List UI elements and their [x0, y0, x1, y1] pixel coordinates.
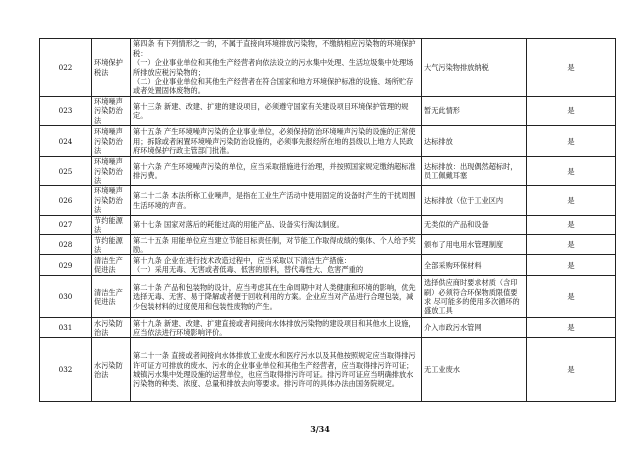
clause-paragraph: 第十三条 新建、改建、扩建的建设项目，必须遵守国家有关建设项目环境保护管理的规定。 — [133, 101, 409, 121]
compliance-flag: 是 — [527, 276, 616, 318]
row-number: 024 — [40, 126, 92, 157]
clause-paragraph: 第十五条 产生环境噪声污染的企业事业单位，必须保持防治环境噪声污染的设施的正常使用；拆除或者闲置环境噪声污染防治设施的，必须事先报经所在地的县级以上地方人民政府环境保护行政主管部门批准。 — [133, 127, 416, 155]
compliance-flag: 是 — [527, 215, 616, 235]
row-number: 032 — [40, 338, 92, 402]
table-row — [40, 318, 616, 338]
law-name: 环境噪声污染防治法 — [92, 186, 131, 215]
compliance-status: 介入市政污水管网 — [422, 318, 527, 338]
row-number: 026 — [40, 186, 92, 215]
compliance-flag: 是 — [527, 255, 616, 276]
table-row — [40, 126, 616, 157]
regulation-table-body — [40, 39, 616, 402]
compliance-flag: 是 — [527, 97, 616, 126]
law-name: 水污染防治法 — [92, 318, 131, 338]
table-row — [40, 186, 616, 215]
compliance-status: 达标排放：出现偶然超标时，员工佩戴耳塞 — [422, 157, 527, 186]
law-name: 清洁生产促进法 — [92, 255, 131, 276]
table-row — [40, 97, 616, 126]
table-row — [40, 215, 616, 235]
clause-paragraph: 第十九条 新建、改建、扩建直接或者间接向水体排放污染物的建设项目和其他水上设施，应当依法进行环境影响评价。 — [133, 318, 416, 337]
law-name: 节约能源法 — [92, 215, 131, 235]
row-number: 025 — [40, 157, 92, 186]
law-name: 环境保护税法 — [92, 39, 131, 97]
clause-paragraph: 第二十条 产品和包装物的设计，应当考虑其在生命周期中对人类健康和环境的影响，优先选择无毒、无害、易于降解或者便于回收利用的方案。企业应当对产品进行合理包装，减少包装材料的过度使用和包装性废物的产生。 — [133, 282, 416, 311]
table-row — [40, 39, 616, 97]
clause-text — [131, 255, 422, 276]
compliance-status: 无工业废水 — [422, 338, 527, 402]
clause-text — [131, 318, 422, 338]
law-name: 环境噪声污染防治法 — [92, 97, 131, 126]
clause-text — [131, 97, 422, 126]
clause-text — [131, 186, 422, 215]
clause-text — [131, 276, 422, 318]
table-row — [40, 235, 616, 255]
compliance-status: 达标排放（位于工业区内 — [422, 186, 527, 215]
clause-text — [131, 215, 422, 235]
law-name: 水污染防治法 — [92, 338, 131, 402]
row-number: 031 — [40, 318, 92, 338]
table-row — [40, 276, 616, 318]
row-number: 029 — [40, 255, 92, 276]
clause-text — [131, 39, 422, 97]
clause-paragraph: 第十六条 产生环境噪声污染的单位，应当采取措施进行治理，并按照国家规定缴纳超标准排污费。 — [133, 161, 416, 181]
row-number: 030 — [40, 276, 92, 318]
compliance-flag: 是 — [527, 186, 616, 215]
table-row — [40, 157, 616, 186]
table-row — [40, 338, 616, 402]
compliance-flag: 是 — [527, 157, 616, 186]
law-name: 清洁生产促进法 — [92, 276, 131, 318]
clause-text — [131, 338, 422, 402]
compliance-flag: 是 — [527, 338, 616, 402]
compliance-status: 颁布了用电用水管理制度 — [422, 235, 527, 255]
compliance-flag: 是 — [527, 235, 616, 255]
compliance-flag: 是 — [527, 318, 616, 338]
clause-paragraph: 第十七条 国家对落后的耗能过高的用能产品、设备实行淘汰制度。 — [133, 220, 344, 230]
row-number: 022 — [40, 39, 92, 97]
page-number: 3/34 — [310, 424, 330, 434]
law-name: 环境噪声污染防治法 — [92, 157, 131, 186]
clause-paragraph: 第二十二条 本法所称工业噪声，是指在工业生产活动中使用固定的设备时产生的干扰周围生活环境的声音。 — [133, 191, 416, 210]
compliance-status: 全部采购环保材料 — [422, 255, 527, 276]
compliance-status: 暂无此情形 — [422, 97, 527, 126]
compliance-flag: 是 — [527, 126, 616, 157]
clause-paragraph: （二）企业事业单位和其他生产经营者在符合国家和地方环境保护标准的设施、场所贮存或者处置固体废物的。 — [133, 76, 414, 96]
compliance-status: 达标排放 — [422, 126, 527, 157]
table-row — [40, 255, 616, 276]
row-number: 023 — [40, 97, 92, 126]
compliance-flag: 是 — [527, 39, 616, 97]
clause-text — [131, 126, 422, 157]
compliance-status: 选择供应商时要求材质（含印刷）必须符合环保物质限值要求 尽可能多的使用多次循环的盛放工具 — [422, 276, 527, 318]
clause-paragraph: （一）采用无毒、无害或者低毒、低害的原料，替代毒性大、危害严重的 — [133, 265, 364, 275]
clause-paragraph: 第二十五条 用能单位应当建立节能目标责任制，对节能工作取得成绩的集体、个人给予奖励。 — [133, 235, 416, 254]
law-name: 环境噪声污染防治法 — [92, 126, 131, 157]
clause-paragraph: （一）企业事业单位和其他生产经营者向依法设立的污水集中处理、生活垃圾集中处理场所排放应税污染物的； — [133, 58, 414, 77]
compliance-status: 无类似的产品和设备 — [422, 215, 527, 235]
clause-text — [131, 157, 422, 186]
clause-paragraph: 第四条 有下列情形之一的，不属于直接向环境排放污染物，不缴纳相应污染物的环境保护税： — [133, 39, 416, 58]
row-number: 028 — [40, 235, 92, 255]
row-number: 027 — [40, 215, 92, 235]
compliance-status: 大气污染物排放纳税 — [422, 39, 527, 97]
clause-paragraph: 第二十一条 直接或者间接向水体排放工业废水和医疗污水以及其他按照规定应当取得排污许可证方可排放的废水、污水的企业事业单位和其他生产经营者，应当取得排污许可证；城镇污水集中处理设施的运营单位，也应当取得排污许可证。排污许可证应当明确排放水污染物的种类、浓度、总量和排放去向等要求。排污许可的具体办法由国务院规定。 — [133, 351, 416, 389]
law-name: 节约能源法 — [92, 235, 131, 255]
regulation-table — [39, 38, 616, 402]
clause-paragraph: 第十九条 企业在进行技术改造过程中，应当采取以下清洁生产措施： — [133, 256, 351, 266]
clause-text — [131, 235, 422, 255]
